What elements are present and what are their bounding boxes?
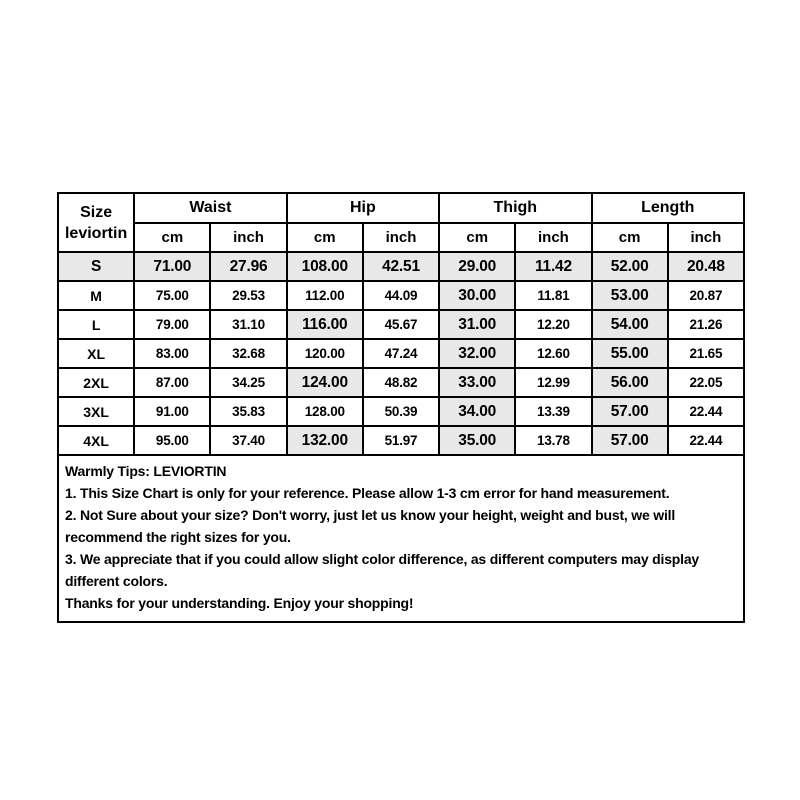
tips-item-1: 1. This Size Chart is only for your reference. Please allow 1-3 cm error for hand measurement. [65,485,670,501]
length-cm-cell: 57.00 [592,397,668,426]
waist-inch-cell: 35.83 [210,397,286,426]
length-inch-header: inch [668,223,744,252]
table-row-3xl [58,397,744,426]
size-chart-table [57,192,745,456]
tips-closing: Thanks for your understanding. Enjoy your shopping! [65,595,414,611]
thigh-cm-cell: 31.00 [439,310,515,339]
hip-inch-cell: 51.97 [363,426,439,455]
thigh-cm-cell: 30.00 [439,281,515,310]
size-header-line2: leviortin [64,224,128,242]
hip-inch-cell: 47.24 [363,339,439,368]
waist-cm-cell: 79.00 [134,310,210,339]
hip-inch-header: inch [363,223,439,252]
waist-cm-cell: 87.00 [134,368,210,397]
size-cell: 2XL [58,368,134,397]
thigh-inch-cell: 11.81 [515,281,591,310]
size-column-header [58,193,134,252]
size-cell: XL [58,339,134,368]
hip-cm-header: cm [287,223,363,252]
hip-cm-cell: 124.00 [287,368,363,397]
thigh-cm-cell: 34.00 [439,397,515,426]
thigh-group-header: Thigh [439,193,591,223]
waist-inch-cell: 29.53 [210,281,286,310]
waist-inch-cell: 37.40 [210,426,286,455]
hip-cm-cell: 108.00 [287,252,363,281]
size-cell: 3XL [58,397,134,426]
size-cell: 4XL [58,426,134,455]
hip-inch-cell: 50.39 [363,397,439,426]
thigh-inch-cell: 13.39 [515,397,591,426]
unit-header-row [58,223,744,252]
table-row-4xl [58,426,744,455]
hip-cm-cell: 116.00 [287,310,363,339]
length-inch-cell: 22.44 [668,426,744,455]
length-cm-header: cm [592,223,668,252]
thigh-inch-cell: 12.99 [515,368,591,397]
waist-inch-cell: 32.68 [210,339,286,368]
thigh-cm-cell: 35.00 [439,426,515,455]
size-chart-sheet [57,192,745,623]
length-inch-cell: 22.44 [668,397,744,426]
thigh-inch-cell: 11.42 [515,252,591,281]
hip-inch-cell: 48.82 [363,368,439,397]
hip-inch-cell: 44.09 [363,281,439,310]
table-row-m [58,281,744,310]
length-inch-cell: 21.26 [668,310,744,339]
tips-item-2: 2. Not Sure about your size? Don't worry, just let us know your height, weight and bust, we will recommend the right sizes for you. [65,507,676,545]
waist-group-header: Waist [134,193,286,223]
length-inch-cell: 20.48 [668,252,744,281]
waist-cm-cell: 91.00 [134,397,210,426]
length-inch-cell: 22.05 [668,368,744,397]
length-cm-cell: 53.00 [592,281,668,310]
thigh-inch-cell: 12.60 [515,339,591,368]
thigh-cm-cell: 33.00 [439,368,515,397]
size-cell: M [58,281,134,310]
length-cm-cell: 52.00 [592,252,668,281]
waist-inch-cell: 27.96 [210,252,286,281]
length-group-header: Length [592,193,744,223]
thigh-inch-cell: 12.20 [515,310,591,339]
hip-cm-cell: 112.00 [287,281,363,310]
table-row-2xl [58,368,744,397]
waist-inch-header: inch [210,223,286,252]
thigh-inch-cell: 13.78 [515,426,591,455]
tips-item-3: 3. We appreciate that if you could allow slight color difference, as different computers may display different colors. [65,551,700,589]
length-inch-cell: 20.87 [668,281,744,310]
table-row-s [58,252,744,281]
length-inch-cell: 21.65 [668,339,744,368]
waist-cm-cell: 95.00 [134,426,210,455]
length-cm-cell: 55.00 [592,339,668,368]
hip-cm-cell: 132.00 [287,426,363,455]
hip-group-header: Hip [287,193,439,223]
waist-cm-cell: 71.00 [134,252,210,281]
length-cm-cell: 56.00 [592,368,668,397]
tips-section [57,456,745,623]
waist-cm-cell: 75.00 [134,281,210,310]
group-header-row [58,193,744,223]
tips-title: Warmly Tips: LEVIORTIN [65,463,227,479]
waist-inch-cell: 34.25 [210,368,286,397]
thigh-cm-header: cm [439,223,515,252]
hip-cm-cell: 120.00 [287,339,363,368]
size-cell: L [58,310,134,339]
length-cm-cell: 57.00 [592,426,668,455]
size-header-line1: Size [80,203,113,221]
thigh-inch-header: inch [515,223,591,252]
hip-inch-cell: 45.67 [363,310,439,339]
waist-cm-cell: 83.00 [134,339,210,368]
table-row-l [58,310,744,339]
length-cm-cell: 54.00 [592,310,668,339]
thigh-cm-cell: 29.00 [439,252,515,281]
waist-inch-cell: 31.10 [210,310,286,339]
waist-cm-header: cm [134,223,210,252]
table-row-xl [58,339,744,368]
hip-inch-cell: 42.51 [363,252,439,281]
size-cell: S [58,252,134,281]
hip-cm-cell: 128.00 [287,397,363,426]
thigh-cm-cell: 32.00 [439,339,515,368]
